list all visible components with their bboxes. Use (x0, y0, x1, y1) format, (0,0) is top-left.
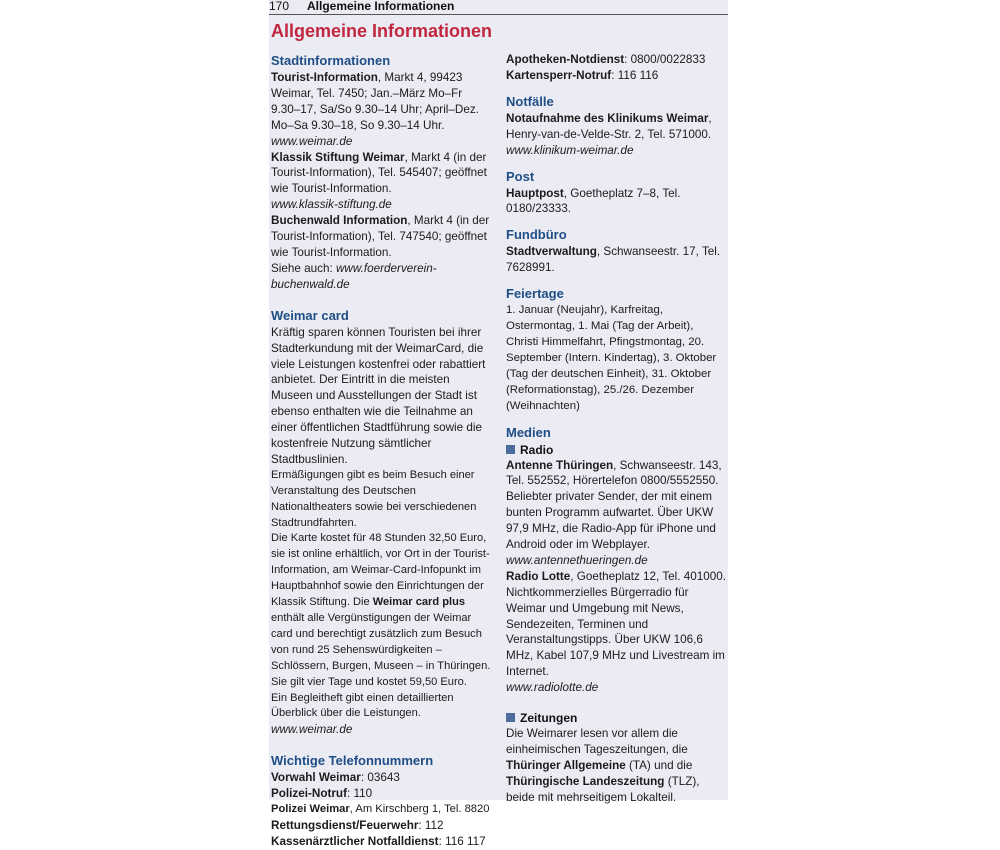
book-page (269, 0, 728, 848)
page-number: 170 (269, 0, 290, 13)
phone-label: Polizei-Notruf (271, 787, 347, 801)
phone-vorwahl (271, 770, 493, 786)
entry-text: , Goetheplatz 12, Tel. 401000. Nichtkommerzielles Bürgerradio für Weimar und Umgebung mit News, Sendezeiten, Terminen und Veranstaltungstipps. Über UKW 106,6 MHz, Kabel 107,9 MHz und Livestream im Internet. (506, 569, 727, 679)
phone-value: : 03643 (360, 771, 400, 785)
entry-hauptpost (506, 186, 728, 218)
link-klinikum-weimar[interactable]: www.klinikum-weimar.de (506, 143, 634, 157)
subheading-radio (506, 442, 728, 458)
phone-polizei-weimar (271, 802, 493, 818)
link-klassik-stiftung[interactable]: www.klassik-stiftung.de (271, 198, 392, 212)
phone-kartensperr (506, 68, 728, 84)
see-also (271, 261, 493, 293)
phone-polizei-notruf (271, 786, 493, 802)
zeitungen-text (506, 726, 728, 806)
entry-radio-lotte (506, 569, 728, 680)
entry-name: Notaufnahme des Klinikums Weimar (506, 111, 709, 125)
feiertage-text: 1. Januar (Neujahr), Karfreitag, Ostermontag, 1. Mai (Tag der Arbeit), Christi Himmelfahrt, Pfingstmontag, 20. September (Intern. Kindertag), 3. Oktober (Tag der deutschen Einheit), 31. Oktober (Reformationstag), 25./26. Dezember (Weihnachten) (506, 304, 717, 412)
paragraph-text: Die Karte kostet für 48 Stunden 32,50 Euro, sie ist online erhältlich, vor Ort in der Tourist-Information, am Weimar-Card-Infopunkt im Hauptbahnhof sowie den Einrichtungen der Klassik Stiftung. Die (271, 532, 490, 609)
phone-value: : 110 (346, 787, 373, 801)
entry-tourist-information (271, 70, 493, 150)
entry-name: Hauptpost (506, 186, 564, 200)
section-heading-notfaelle: Notfälle (506, 93, 554, 109)
entry-text: , Goetheplatz 7–8, Tel. 0180/23333. (506, 186, 681, 216)
phone-label: Kassenärztlicher Notfalldienst (271, 834, 439, 848)
subheading-label: Zeitungen (520, 711, 578, 726)
section-heading-fundbuero: Fundbüro (506, 227, 567, 243)
entry-text: , Henry-van-de-Velde-Str. 2, Tel. 571000. (506, 111, 712, 141)
paragraph-text: (TA) und die (625, 758, 693, 772)
entry-stadtverwaltung (506, 244, 728, 276)
entry-name: Antenne Thüringen (506, 458, 614, 472)
chapter-title: Allgemeine Informationen (271, 21, 493, 41)
phone-label: Vorwahl Weimar (271, 771, 361, 785)
subheading-zeitungen (506, 710, 728, 726)
section-heading-weimar-card: Weimar card (271, 307, 349, 323)
newspaper-ta: Thüringer Allgemeine (506, 758, 626, 772)
link-weimar-de[interactable]: www.weimar.de (271, 723, 353, 737)
link-foerderverein[interactable]: www.foerderverein-buchenwald.de (271, 261, 437, 291)
paragraph: Ermäßigungen gibt es beim Besuch einer Veranstaltung des Deutschen Nationaltheaters sowie bei verschiedenen Stadtrundfahrten. (271, 468, 477, 529)
phone-value: : 0800/0022833 (624, 53, 706, 66)
paragraph-text: (TLZ), beide mit mehrseitigem Lokalteil. (506, 774, 700, 804)
paragraph-text: enthält alle Vergünstigungen der Weimar card und berechtigt zusätzlich zum Besuch von rund 25 Sehenswürdigkeiten – Schlössern, Burgen, Museen – in Thüringen. Sie gilt vier Tage und kostet 59,50 Euro. (271, 612, 491, 688)
weimar-card-plus: Weimar card plus (372, 596, 466, 609)
entry-text: , Schwanseestr. 143, Tel. 552552, Hörertelefon 0800/5552550. Beliebter privater Sender, der mit einem bunten Programm aufwartet. Über UKW 97,9 MHz, die Radio-App für iPhone und Android oder im Webplayer. (506, 458, 722, 552)
entry-buchenwald-information (271, 213, 493, 261)
entry-klassik-stiftung (271, 150, 493, 198)
entry-name: Klassik Stiftung Weimar (271, 150, 405, 164)
running-head (269, 0, 728, 15)
entry-notaufnahme (506, 111, 728, 143)
link-weimar-de[interactable]: www.weimar.de (271, 134, 353, 148)
left-column (271, 52, 493, 850)
subheading-label: Radio (520, 442, 554, 457)
phone-label: Kartensperr-Notruf (506, 68, 612, 82)
entry-antenne-thueringen (506, 458, 728, 553)
phone-value: : 112 (418, 818, 444, 832)
phone-label: Polizei Weimar (271, 803, 350, 816)
square-bullet-icon (506, 445, 515, 454)
square-bullet-icon (506, 713, 515, 722)
link-radiolotte[interactable]: www.radiolotte.de (506, 681, 599, 695)
link-antennethueringen[interactable]: www.antennethueringen.de (506, 553, 648, 567)
entry-text: , Markt 4 (in der Tourist-Information), Tel. 545407; geöffnet wie Tourist-Information. (271, 150, 487, 196)
entry-name: Stadtverwaltung (506, 245, 597, 259)
paragraph: Kräftig sparen können Touristen bei ihrer Stadterkundung mit der WeimarCard, die viele Leistungen kostenfrei oder rabattiert anbietet. Der Eintritt in die meisten Museen und Ausstellungen der Stadt ist ebenso enthalten wie die Teilnahme an einer öffentlichen Stadtführung sowie die kostenfreie Nutzung sämtlicher Stadtbuslinien. (271, 325, 486, 466)
entry-text: , Schwanseestr. 17, Tel. 7628991. (506, 245, 721, 275)
section-heading-post: Post (506, 168, 535, 184)
see-also-label: Siehe auch: (271, 261, 336, 275)
phone-value: : 116 116 (611, 68, 659, 82)
paragraph (271, 531, 493, 690)
phone-value: : 116 117 (438, 834, 486, 848)
newspaper-tlz: Thüringische Landeszeitung (506, 774, 665, 788)
phone-rettungsdienst (271, 818, 493, 834)
entry-name: Buchenwald Information (271, 214, 408, 228)
entry-name: Radio Lotte (506, 569, 571, 583)
section-heading-stadtinformationen: Stadtinformationen (271, 53, 391, 68)
phone-value: , Am Kirschberg 1, Tel. 8820 (349, 803, 490, 816)
entry-text: , Markt 4 (in der Tourist-Information), Tel. 747540; geöffnet wie Tourist-Information. (271, 214, 490, 259)
paragraph-text: Die Weimarer lesen vor allem die einheimischen Tageszeitungen, die (506, 727, 688, 756)
right-column (506, 52, 728, 806)
entry-text: , Markt 4, 99423 Weimar, Tel. 7450; Jan.–März Mo–Fr 9.30–17, Sa/So 9.30–14 Uhr; April–Dez. Mo–Sa 9.30–18, So 9.30–14 Uhr. (271, 71, 479, 132)
running-head-title: Allgemeine Informationen (307, 0, 455, 13)
entry-name: Tourist-Information (271, 71, 378, 84)
phone-label: Rettungsdienst/Feuerwehr (271, 818, 419, 832)
paragraph: Ein Begleitheft gibt einen detaillierten Überblick über die Leistungen. (271, 691, 454, 720)
phone-apotheken (506, 52, 728, 68)
phone-label: Apotheken-Notdienst (506, 53, 625, 66)
section-heading-medien: Medien (506, 424, 551, 440)
phone-kassenaerztlich (271, 834, 493, 850)
section-heading-telefonnummern: Wichtige Telefonnummern (271, 753, 434, 769)
section-heading-feiertage: Feiertage (506, 286, 564, 302)
